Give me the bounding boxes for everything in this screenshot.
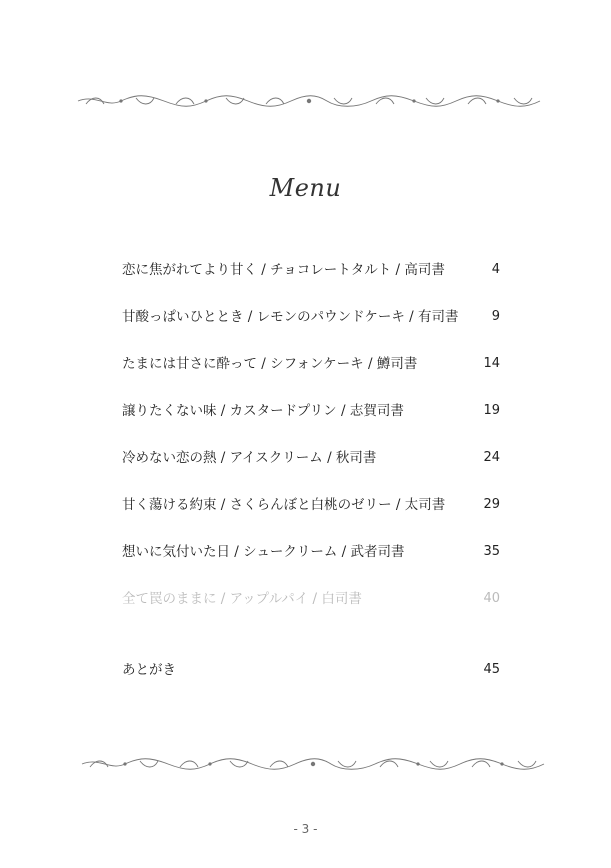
toc-entry[interactable] bbox=[122, 303, 500, 350]
toc-entry[interactable] bbox=[122, 397, 500, 444]
toc-entry[interactable] bbox=[122, 444, 500, 491]
toc-entry[interactable] bbox=[122, 585, 500, 632]
toc-entry-page: 14 bbox=[483, 356, 500, 371]
table-of-contents bbox=[122, 256, 500, 703]
toc-entry-page: 40 bbox=[483, 591, 500, 606]
toc-entry-title: 譲りたくない味 / カスタードプリン / 志賀司書 bbox=[122, 403, 404, 419]
toc-entry-page: 35 bbox=[483, 544, 500, 559]
toc-entry-title: 甘く蕩ける約束 / さくらんぼと白桃のゼリー / 太司書 bbox=[122, 497, 446, 513]
toc-entry[interactable] bbox=[122, 491, 500, 538]
toc-entry[interactable] bbox=[122, 256, 500, 303]
toc-entry-title: 冷めない恋の熱 / アイスクリーム / 秋司書 bbox=[122, 450, 377, 466]
toc-entry-title: たまには甘さに酔って / シフォンケーキ / 鱒司書 bbox=[122, 356, 418, 372]
toc-afterword-title: あとがき bbox=[122, 662, 176, 678]
toc-afterword-page: 45 bbox=[483, 662, 500, 677]
toc-entry-page: 29 bbox=[483, 497, 500, 512]
top-ornament-divider bbox=[76, 92, 542, 110]
toc-entry-page: 9 bbox=[491, 309, 500, 324]
toc-entry-title: 甘酸っぱいひととき / レモンのパウンドケーキ / 有司書 bbox=[122, 309, 459, 325]
page-number: - 3 - bbox=[293, 822, 318, 836]
toc-entry-page: 24 bbox=[483, 450, 500, 465]
toc-entry-title: 想いに気付いた日 / シュークリーム / 武者司書 bbox=[122, 544, 405, 560]
toc-entry-page: 4 bbox=[491, 262, 500, 277]
toc-afterword[interactable] bbox=[122, 656, 500, 703]
bottom-ornament-divider bbox=[80, 755, 546, 773]
toc-entry-title: 全て罠のままに / アップルパイ / 白司書 bbox=[122, 591, 362, 607]
toc-entry-page: 19 bbox=[483, 403, 500, 418]
page-title: Menu bbox=[269, 174, 342, 202]
toc-entry[interactable] bbox=[122, 538, 500, 585]
toc-entry[interactable] bbox=[122, 350, 500, 397]
toc-entry-title: 恋に焦がれてより甘く / チョコレートタルト / 高司書 bbox=[122, 262, 445, 278]
